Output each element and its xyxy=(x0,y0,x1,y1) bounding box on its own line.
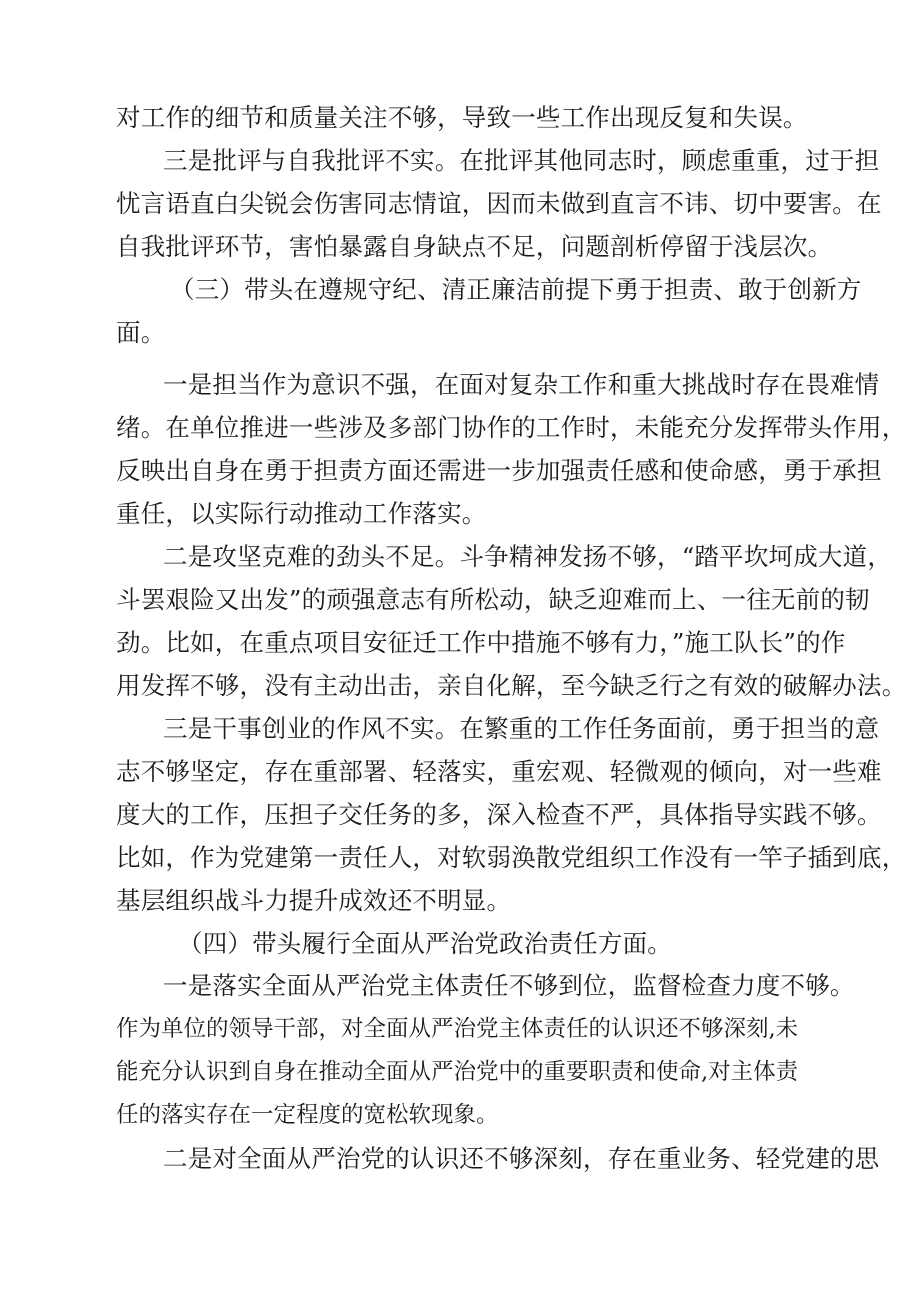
text-line: 绪。在单位推进一些涉及多部门协作的工作时，未能充分发挥带头作用， xyxy=(116,413,907,442)
text-line: 斗罢艰险又出发”的顽强意志有所松动，缺乏迎难而上、一往无前的韧 xyxy=(116,585,870,614)
text-line: 一是落实全面从严治党主体责任不够到位，监督检查力度不够。 xyxy=(163,971,855,1000)
text-line: 一是担当作为意识不强，在面对复杂工作和重大挑战时存在畏难情 xyxy=(163,370,880,399)
text-line: 三是批评与自我批评不实。在批评其他同志时，顾虑重重，过于担 xyxy=(163,146,880,175)
text-line: 自我批评环节，害怕暴露自身缺点不足，问题剖析停留于浅层次。 xyxy=(116,232,833,261)
text-line: 反映出自身在勇于担责方面还需进一步加强责任感和使命感，勇于承担 xyxy=(116,456,882,485)
section-heading: 面。 xyxy=(116,318,166,347)
text-line: 度大的工作，压担子交任务的多，深入检查不严，具体指导实践不够。 xyxy=(116,800,882,829)
text-line: 三是干事创业的作风不实。在繁重的工作任务面前，勇于担当的意 xyxy=(163,714,880,743)
text-line: 二是对全面从严治党的认识还不够深刻，存在重业务、轻党建的思 xyxy=(163,1144,880,1173)
text-line: 忧言语直白尖锐会伤害同志情谊，因而未做到直言不讳、切中要害。在 xyxy=(116,189,882,218)
text-line: 比如，作为党建第一责任人，对软弱涣散党组织工作没有一竿子插到底， xyxy=(116,843,907,872)
text-line: 任的落实存在一定程度的宽松软现象。 xyxy=(116,1102,499,1128)
text-line: 对工作的细节和质量关注不够，导致一些工作出现反复和失误。 xyxy=(116,103,808,132)
text-line: 志不够坚定，存在重部署、轻落实，重宏观、轻微观的倾向，对一些难 xyxy=(116,757,882,786)
text-line: 基层组织战斗力提升成效还不明显。 xyxy=(116,886,512,915)
text-line: 作为单位的领导干部，对全面从严治党主体责任的认识还不够深刻,未 xyxy=(116,1016,799,1042)
text-line: 劲。比如，在重点项目安征迁工作中措施不够有力，”施工队长”的作 xyxy=(116,628,846,657)
text-line: 能充分认识到自身在推动全面从严治党中的重要职责和使命,对主体责 xyxy=(116,1059,799,1085)
section-heading: （四）带头履行全面从严治党政治责任方面。 xyxy=(178,929,672,958)
text-line: 用发挥不够，没有主动出击，亲自化解，至今缺乏行之有效的破解办法。 xyxy=(116,671,907,700)
text-line: 二是攻坚克难的劲头不足。斗争精神发扬不够，“踏平坎坷成大道， xyxy=(163,542,893,571)
section-heading: （三）带头在遵规守纪、清正廉洁前提下勇于担责、敢于创新方 xyxy=(170,275,862,304)
text-line: 重任，以实际行动推动工作落实。 xyxy=(116,499,487,528)
